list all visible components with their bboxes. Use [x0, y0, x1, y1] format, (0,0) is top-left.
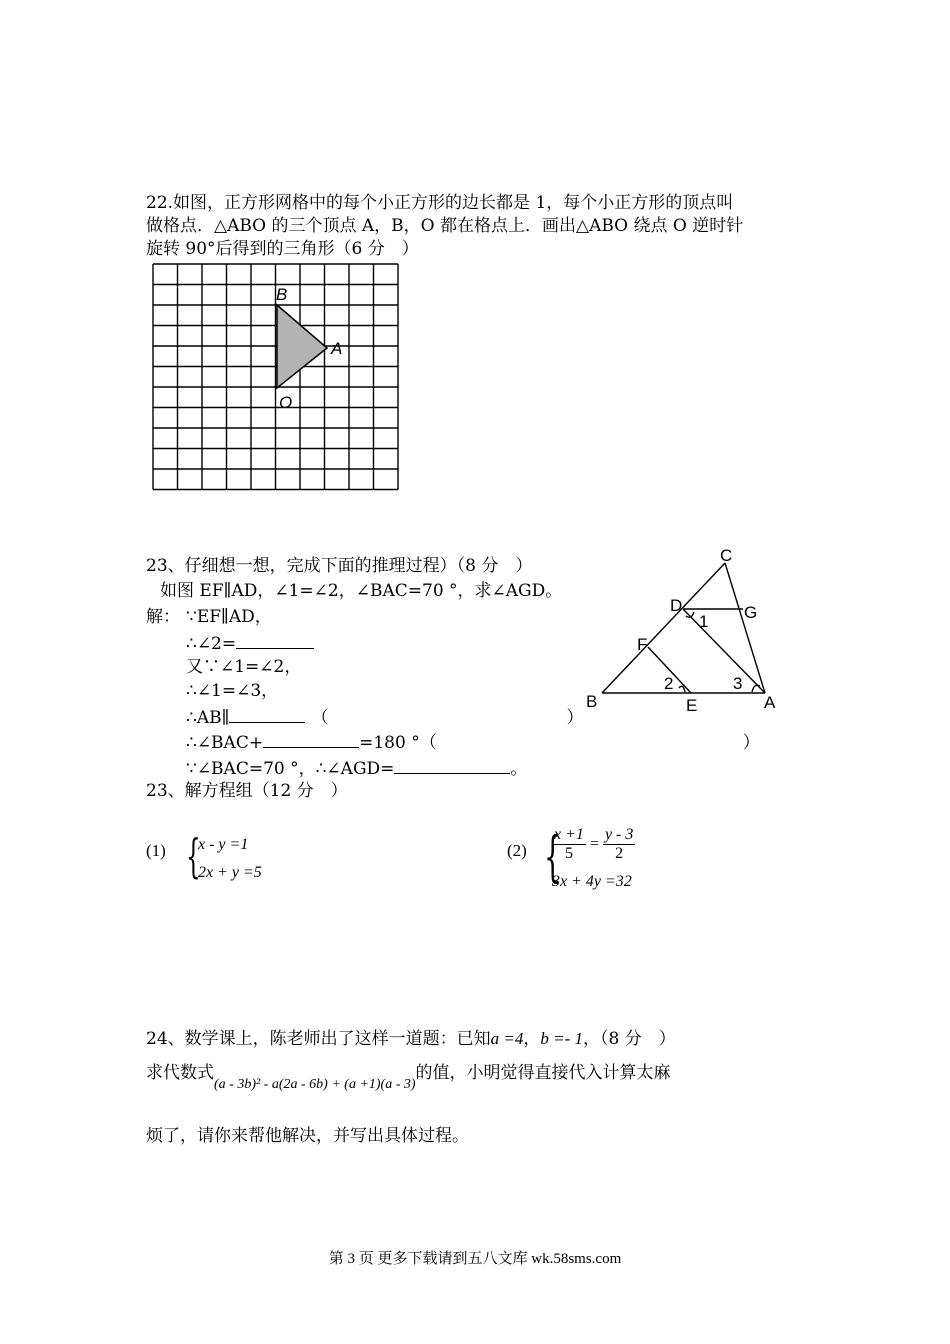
q23a-title: 23、仔细想一想，完成下面的推理过程）（8 分 ）	[146, 556, 533, 576]
q22-line3: 旋转 90°后得到的三角形（6 分 ）	[146, 239, 419, 259]
q23a-step5-text: ∴AB∥	[186, 708, 230, 728]
fig-label-g: G	[744, 603, 758, 622]
frac-2	[603, 826, 635, 863]
fig-label-c: C	[720, 546, 733, 565]
fig-label-d: D	[670, 596, 683, 615]
q23a-step5-paren-open: （	[311, 708, 329, 728]
q23a-step6-paren-close: ）	[742, 733, 760, 753]
fig-label-e: E	[686, 696, 698, 715]
q23a-step7-end: 。	[510, 759, 528, 779]
q24-score: ，（8 分 ）	[583, 1029, 676, 1049]
frac-1-den: 5	[564, 845, 573, 862]
q22-line2: 做格点．△ABO 的三个顶点 A，B，O 都在格点上．画出△ABO 绕点 O 逆时针	[146, 216, 744, 236]
q24-a-value: a =4	[490, 1029, 524, 1048]
brace-1: {	[186, 829, 201, 883]
frac-eq-sign: =	[589, 835, 599, 853]
triangle-figure	[578, 540, 798, 720]
brace-2: {	[544, 825, 562, 888]
q24-line2-rest: 的值，小明觉得直接代入计算太麻	[415, 1063, 671, 1083]
q23b-part2-eq1	[552, 826, 635, 863]
page-footer: 第 3 页 更多下载请到五八文库 wk.58sms.com	[328, 1251, 622, 1267]
q23a-step2	[186, 632, 314, 655]
q23a-step2-text: ∴∠2=	[186, 634, 237, 654]
q23b-part1-label: (1)	[146, 841, 166, 860]
q23b-part1-eq1: x - y =1	[198, 836, 249, 853]
reason-blank-2[interactable]	[437, 732, 743, 748]
q23b-part2-label: (2)	[507, 841, 527, 860]
answer-blank-3[interactable]	[263, 731, 359, 748]
answer-blank-1[interactable]	[236, 632, 314, 649]
q23b-part1-eq2: 2x + y =5	[198, 864, 262, 881]
q23a-step5	[186, 706, 583, 729]
frac-2-num: y - 3	[604, 826, 634, 843]
reason-blank-1[interactable]	[328, 707, 566, 723]
q24-line1-text: 24、数学课上，陈老师出了这样一道题：已知	[146, 1029, 491, 1049]
answer-blank-4[interactable]	[394, 757, 510, 774]
q23a-step7	[186, 757, 527, 780]
frac-1-num: x +1	[554, 826, 584, 843]
q23a-solution-label: 解：	[146, 607, 180, 627]
q23b-part2-eq2: 3x + 4y =32	[552, 873, 632, 890]
q23a-step3: 又∵∠1=∠2，	[186, 657, 302, 677]
triangle-abo	[277, 305, 327, 388]
q23b-title: 23、解方程组（12 分 ）	[146, 781, 348, 801]
q22-line1: 22.如图，正方形网格中的每个小正方形的边长都是 1，每个小正方形的顶点叫	[146, 193, 734, 213]
frac-1	[552, 826, 586, 863]
q24-line3: 烦了，请你来帮他解决，并写出具体过程。	[146, 1126, 469, 1146]
q24-line2-text: 求代数式	[146, 1063, 214, 1083]
q24-comma: ，	[523, 1029, 541, 1049]
grid-label-a: A	[331, 339, 343, 358]
q23a-step6	[186, 731, 760, 754]
answer-blank-2[interactable]	[229, 706, 305, 723]
grid-figure	[148, 262, 410, 494]
fig-label-1: 1	[699, 612, 709, 631]
angle-mark-2	[679, 686, 685, 692]
q23a-step7-text: ∵∠BAC=70 °，∴∠AGD=	[186, 759, 395, 779]
q24-expression: (a - 3b)² - a(2a - 6b) + (a +1)(a - 3)	[214, 1077, 416, 1092]
q23a-step6-text: ∴∠BAC+	[186, 733, 264, 753]
q23a-step5-paren-close: ）	[566, 708, 584, 728]
q24-line1	[146, 1028, 676, 1050]
q24-line2	[146, 1062, 671, 1092]
grid-label-o: O	[279, 393, 293, 412]
grid-label-b: B	[276, 285, 288, 304]
frac-2-den: 2	[615, 845, 624, 862]
q23a-step4: ∴∠1=∠3，	[186, 681, 279, 701]
fig-label-f: F	[637, 635, 648, 654]
fig-label-3: 3	[733, 674, 743, 693]
q24-b-value: b =- 1	[540, 1029, 584, 1048]
q23a-given: 如图 EF∥AD，∠1=∠2，∠BAC=70 °，求∠AGD。	[160, 581, 563, 601]
q23a-step1: ∵EF∥AD，	[186, 607, 272, 627]
fig-label-a: A	[764, 693, 776, 712]
fig-label-b: B	[586, 692, 598, 711]
fig-label-2: 2	[664, 674, 674, 693]
q23a-step6-mid: =180 °（	[359, 733, 437, 753]
